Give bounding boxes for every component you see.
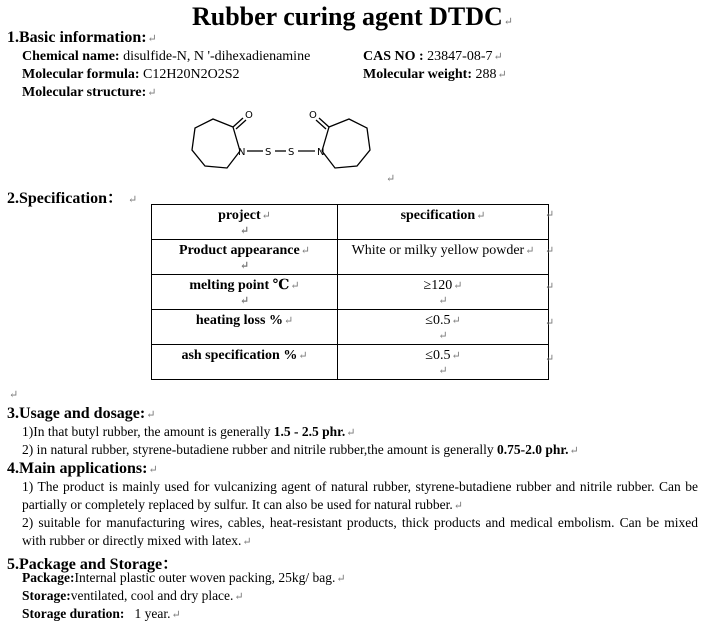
row-value: White or milky yellow powder↵ (338, 240, 549, 275)
package-line: Package:Internal plastic outer woven packing, 25kg/ bag.↵ (22, 570, 346, 585)
specification-heading: 2.Specification： ↵ (7, 190, 138, 207)
row-value: ≤0.5↵ ↵ (338, 310, 549, 345)
row-project: ash specification %↵ (152, 345, 338, 380)
oxygen-atom-left: O (245, 110, 253, 121)
chemical-name-label: Chemical name: (22, 49, 120, 64)
table-row (152, 275, 549, 310)
applications-heading: 4.Main applications:↵ (7, 460, 158, 477)
storage-line: Storage:ventilated, cool and dry place.↵ (22, 588, 244, 603)
applications-paragraph-2: 2) suitable for manufacturing wires, cables, heat-resistant products, thick products and medical embolism. Can be mixed with rubber or directly mixed with latex.↵ (22, 515, 698, 548)
row-value: ≤0.5↵ ↵ (338, 345, 549, 380)
paragraph-mark: ↵ (386, 173, 396, 185)
cas-value: 23847-08-7 (427, 49, 493, 64)
cas-line: CAS NO : 23847-08-7↵ (363, 49, 503, 64)
table-row (152, 240, 549, 275)
table-row (152, 310, 549, 345)
chemical-name-line (22, 49, 310, 65)
nitrogen-atom-right: N (317, 147, 325, 158)
oxygen-atom-right: O (309, 110, 317, 121)
row-end-mark: ↵ (545, 317, 555, 329)
formula-label: Molecular formula: (22, 67, 140, 82)
document-title: Rubber curing agent DTDC↵ (191, 2, 514, 31)
header-project: project↵ ↵ (152, 205, 338, 240)
formula-value: C12H20N2O2S2 (143, 67, 240, 82)
applications-paragraph-1: 1) The product is mainly used for vulcanizing agent of natural rubber, styrene-butadiene rubber and nitrile rubber. Can be partially or completely replaced by sulfur. It can also be used for natural rubber.↵ (22, 479, 698, 512)
row-project: Product appearance↵ ↵ (152, 240, 338, 275)
usage-heading: 3.Usage and dosage:↵ (7, 405, 156, 422)
table-row (152, 345, 549, 380)
usage-line-2: 2) in natural rubber, styrene-butadiene rubber and nitrile rubber,the amount is generally 0.75-2.0 phr.↵ (22, 442, 579, 457)
weight-line: Molecular weight: 288↵ (363, 67, 507, 82)
usage-line-1: 1)In that butyl rubber, the amount is generally 1.5 - 2.5 phr.↵ (22, 424, 356, 439)
package-heading: 5.Package and Storage： (7, 556, 179, 573)
molecular-structure-diagram (185, 108, 385, 183)
formula-line (22, 67, 240, 83)
row-end-mark: ↵ (545, 245, 555, 257)
row-end-mark: ↵ (545, 209, 555, 221)
row-project: heating loss %↵ (152, 310, 338, 345)
weight-label: Molecular weight: (363, 67, 472, 82)
row-project: melting point ℃↵ ↵ (152, 275, 338, 310)
row-end-mark: ↵ (545, 281, 555, 293)
structure-label: Molecular structure:↵ (22, 85, 157, 100)
row-value: ≥120↵ ↵ (338, 275, 549, 310)
specification-table (151, 204, 549, 380)
sulfur-atom-left: S (265, 147, 272, 158)
cas-label: CAS NO : (363, 49, 424, 64)
header-specification: specification↵ (338, 205, 549, 240)
sulfur-atom-right: S (288, 147, 295, 158)
row-end-mark: ↵ (545, 353, 555, 365)
paragraph-mark: ↵ (9, 389, 19, 401)
storage-duration-line: Storage duration: 1 year.↵ (22, 606, 181, 621)
nitrogen-atom-left: N (238, 147, 246, 158)
table-header-row (152, 205, 549, 240)
chemical-name-value: disulfide-N, N '-dihexadienamine (123, 49, 311, 64)
basic-info-heading: 1.Basic information:↵ (7, 29, 157, 46)
weight-value: 288 (475, 67, 497, 82)
